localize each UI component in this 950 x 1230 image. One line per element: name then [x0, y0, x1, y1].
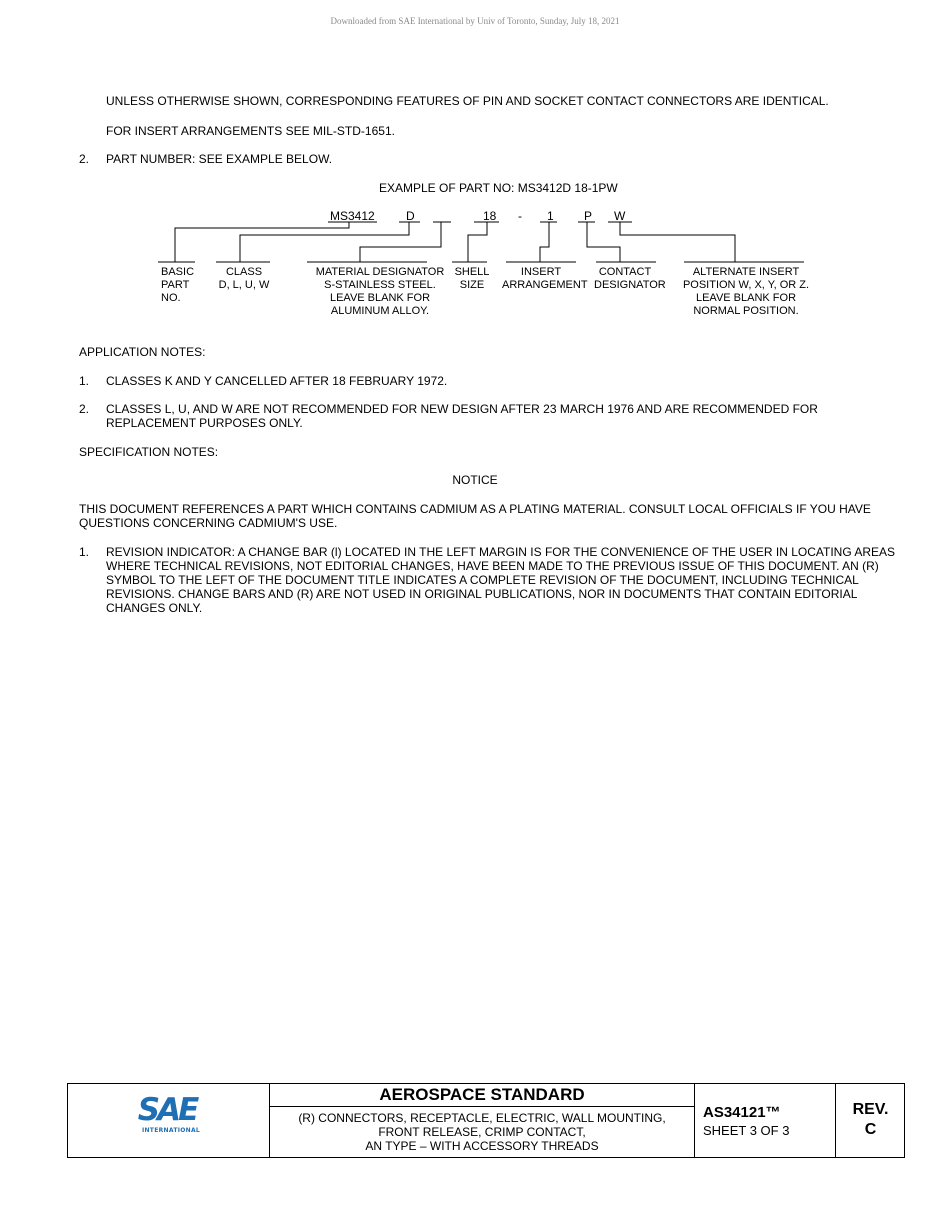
revision-note-text: REVISION INDICATOR: A CHANGE BAR (l) LOCATED IN THE LEFT MARGIN IS FOR THE CONVENIENCE OF THE USER IN LOCATING AREAS WHERE TECHNICAL REVISIONS, NOT EDITORIAL CHANGES, HAVE BEEN MADE TO THE PREVIOUS ISSUE OF THIS DOCUMENT. AN (R) SYMBOL TO THE LEFT OF THE DOCUMENT TITLE INDICATES A COMPLETE REVISION OF THE DOCUMENT, INCLUDING TECHNICAL REVISIONS. CHANGE BARS AND (R) ARE NOT USED IN ORIGINAL PUBLICATIONS, NOR IN DOCUMENTS THAT CONTAIN EDITORIAL CHANGES ONLY. — [106, 545, 896, 615]
notice-heading: NOTICE — [452, 473, 498, 487]
leader-alternate — [620, 222, 735, 262]
app-note-1-text: CLASSES K AND Y CANCELLED AFTER 18 FEBRUARY 1972. — [106, 374, 448, 388]
part-code-dash: - — [518, 209, 522, 223]
revision: REV. C — [852, 1101, 889, 1138]
leader-basic — [175, 222, 349, 262]
title-block — [67, 1083, 905, 1158]
leader-material — [360, 222, 441, 262]
label-contact-designator: CONTACT DESIGNATOR — [594, 266, 666, 291]
application-notes-heading: APPLICATION NOTES: — [79, 345, 206, 359]
part-code-insert: 1 — [547, 209, 554, 223]
document-number: AS34121™ — [703, 1104, 781, 1121]
label-insert-arrangement: INSERT ARRANGEMENT — [502, 266, 588, 291]
label-material-designator: MATERIAL DESIGNATOR S-STAINLESS STEEL. LEAVE BLANK FOR ALUMINUM ALLOY. — [315, 266, 445, 317]
sheet-number: SHEET 3 OF 3 — [703, 1123, 790, 1138]
leader-contact — [587, 222, 620, 262]
example-title: EXAMPLE OF PART NO: MS3412D 18-1PW — [379, 181, 618, 195]
part-number-note-text: PART NUMBER: SEE EXAMPLE BELOW. — [106, 152, 333, 166]
standard-heading: AEROSPACE STANDARD — [270, 1084, 694, 1107]
title-block-title-cell — [270, 1084, 695, 1157]
revision-note-num: 1. — [79, 545, 90, 559]
app-note-1-num: 1. — [79, 374, 90, 388]
label-basic-part-no: BASIC PART NO. — [161, 266, 195, 304]
specification-notes-heading: SPECIFICATION NOTES: — [79, 445, 219, 459]
intro-line-insert-arrangements: FOR INSERT ARRANGEMENTS SEE MIL-STD-1651. — [106, 124, 395, 138]
app-note-2-num: 2. — [79, 402, 90, 416]
download-watermark: Downloaded from SAE International by Univ of Toronto, Sunday, July 18, 2021 — [330, 16, 620, 26]
title-block-docno-cell — [695, 1084, 836, 1157]
part-code-class: D — [406, 209, 415, 223]
title-block-rev-cell — [836, 1084, 905, 1157]
intro-line-identical-features: UNLESS OTHERWISE SHOWN, CORRESPONDING FEATURES OF PIN AND SOCKET CONTACT CONNECTORS ARE IDENTICAL. — [106, 94, 829, 108]
label-class: CLASS D, L, U, W — [218, 266, 270, 291]
notice-text: THIS DOCUMENT REFERENCES A PART WHICH CONTAINS CADMIUM AS A PLATING MATERIAL. CONSULT LOCAL OFFICIALS IF YOU HAVE QUESTIONS CONCERNING CADMIUM'S USE. — [79, 502, 871, 530]
label-alternate-insert: ALTERNATE INSERT POSITION W, X, Y, OR Z. LEAVE BLANK FOR NORMAL POSITION. — [682, 266, 810, 317]
document-title: (R) CONNECTORS, RECEPTACLE, ELECTRIC, WALL MOUNTING, FRONT RELEASE, CRIMP CONTACT, AN TYPE – WITH ACCESSORY THREADS — [298, 1111, 666, 1153]
part-code-contact: P — [584, 209, 593, 223]
leader-shell — [468, 222, 487, 262]
part-number-note-num: 2. — [79, 152, 90, 166]
part-code-shell: 18 — [483, 209, 497, 223]
sae-logo-subtitle: INTERNATIONAL — [141, 1127, 201, 1134]
part-code-alternate: W — [614, 209, 626, 223]
sae-logo-mark: SAE — [137, 1092, 197, 1128]
app-note-2-text: CLASSES L, U, AND W ARE NOT RECOMMENDED FOR NEW DESIGN AFTER 23 MARCH 1976 AND ARE RECOMMENDED FOR REPLACEMENT PURPOSES ONLY. — [106, 402, 818, 430]
leader-insert — [540, 222, 549, 262]
title-block-logo-cell — [68, 1084, 270, 1157]
sae-logo — [136, 1094, 206, 1138]
label-shell-size: SHELL SIZE — [454, 266, 490, 291]
part-code-basic: MS3412 — [330, 209, 375, 223]
